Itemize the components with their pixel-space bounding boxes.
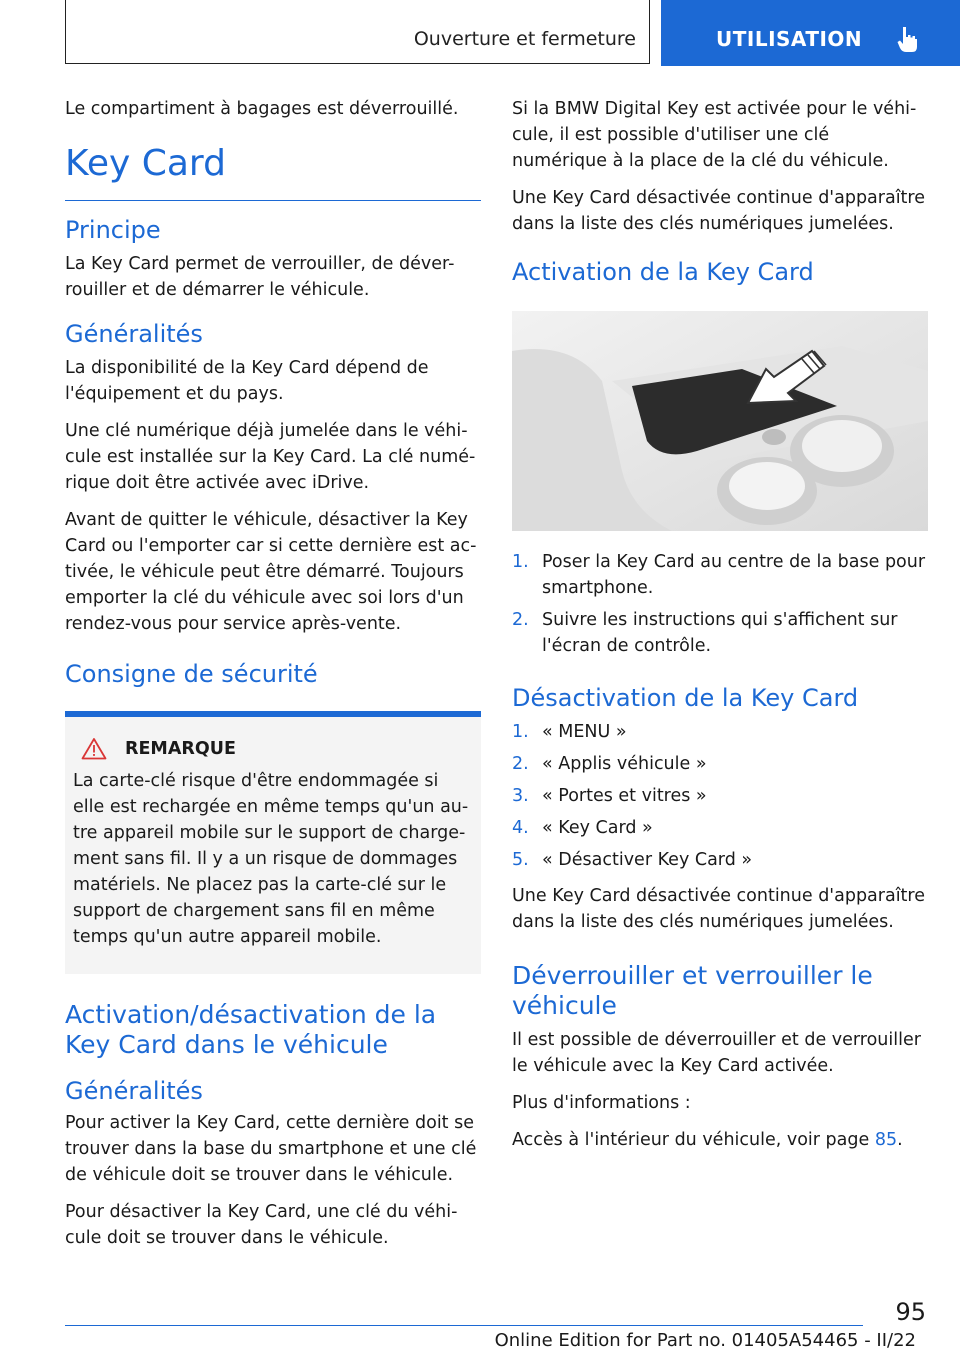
digital-key-text: Si la BMW Digital Key est activée pour le véhi-cule, il est possible d'utiliser une clé numérique à la place de la clé du véhicule. xyxy=(512,99,917,171)
desactivation-steps xyxy=(512,719,928,873)
footer-divider xyxy=(65,1325,863,1326)
activation-p2: Pour désactiver la Key Card, une clé du véhi-cule doit se trouver dans le véhicule. xyxy=(65,1202,458,1248)
desactivation-note: Une Key Card désactivée continue d'apparaître dans la liste des clés numériques jumelées. xyxy=(512,886,925,932)
principe-text: La Key Card permet de verrouiller, de déver-rouiller et de démarrer le véhicule. xyxy=(65,254,455,300)
list-item: 5. « Désactiver Key Card » xyxy=(512,850,753,870)
heading-activation-desactivation: Activation/désactivation de la Key Card dans le véhicule xyxy=(65,1000,437,1059)
activation-steps xyxy=(512,549,928,659)
page-link-85[interactable]: 85 xyxy=(874,1130,898,1150)
intro-text: Le compartiment à bagages est déverrouillé. xyxy=(65,99,459,119)
list-item: 4. « Key Card » xyxy=(512,818,653,838)
notice-text: La carte-clé risque d'être endommagée si elle est rechargée en même temps qu'un au-tre appareil mobile sur le support de charge-ment sans fil. Il y a un risque de dommages matériels. Ne placez pas la carte-clé sur le support de chargement sans fil en même temps qu'un autre appareil mobile. xyxy=(73,771,469,947)
header-section-title: Ouverture et fermeture xyxy=(413,28,636,50)
activation-p1: Pour activer la Key Card, cette dernière doit se trouver dans la base du smartphone et une clé de véhicule doit se trouver dans le véhicule. xyxy=(65,1113,477,1185)
verrouiller-p3: Accès à l'intérieur du véhicule, voir page 85. xyxy=(512,1130,903,1150)
pointing-hand-icon xyxy=(897,25,919,53)
heading-activation-key-card: Activation de la Key Card xyxy=(512,258,814,286)
list-item: 1. Poser la Key Card au centre de la base pour smartphone. xyxy=(512,552,926,598)
heading-generalites-2: Généralités xyxy=(65,1077,203,1105)
smartphone-tray-illustration xyxy=(512,311,928,531)
verrouiller-p2: Plus d'informations : xyxy=(512,1093,691,1113)
list-item: 2. « Applis véhicule » xyxy=(512,754,707,774)
heading-deverrouiller: Déverrouiller et verrouiller le véhicule xyxy=(512,961,873,1020)
notice-box xyxy=(65,711,481,974)
right-column xyxy=(512,96,928,1164)
deactivated-note: Une Key Card désactivée continue d'apparaître dans la liste des clés numériques jumelées. xyxy=(512,188,925,234)
list-item: 2. Suivre les instructions qui s'affichent sur l'écran de contrôle. xyxy=(512,610,898,656)
generalites-p3: Avant de quitter le véhicule, désactiver la Key Card ou l'emporter car si cette dernière est ac-tivée, le véhicule peut être démarré. Toujours emporter la clé du véhicule avec soi lors d'un rendez-vous pour service après-vente. xyxy=(65,510,477,634)
heading-consigne: Consigne de sécurité xyxy=(65,660,318,688)
notice-header xyxy=(73,737,473,760)
generalites-p2: Une clé numérique déjà jumelée dans le véhi-cule est installée sur la Key Card. La clé numé-rique doit être activée avec iDrive. xyxy=(65,421,476,493)
generalites-p1: La disponibilité de la Key Card dépend de l'équipement et du pays. xyxy=(65,358,429,404)
notice-title: REMARQUE xyxy=(125,738,236,759)
left-column xyxy=(65,96,481,1262)
verrouiller-p1: Il est possible de déverrouiller et de verrouiller le véhicule avec la Key Card activée. xyxy=(512,1030,921,1076)
chapter-title: Key Card xyxy=(65,142,481,201)
page-header xyxy=(0,0,960,66)
heading-generalites: Généralités xyxy=(65,320,203,348)
header-chapter-label: UTILISATION xyxy=(716,27,863,51)
heading-principe: Principe xyxy=(65,216,161,244)
warning-triangle-icon xyxy=(81,737,107,760)
list-item: 1. « MENU » xyxy=(512,722,627,742)
list-item: 3. « Portes et vitres » xyxy=(512,786,707,806)
edition-text: Online Edition for Part no. 01405A54465 - II/22 xyxy=(494,1330,916,1351)
page-number: 95 xyxy=(895,1298,926,1326)
header-chapter-tab[interactable] xyxy=(661,0,960,66)
heading-desactivation-key-card: Désactivation de la Key Card xyxy=(512,684,859,712)
